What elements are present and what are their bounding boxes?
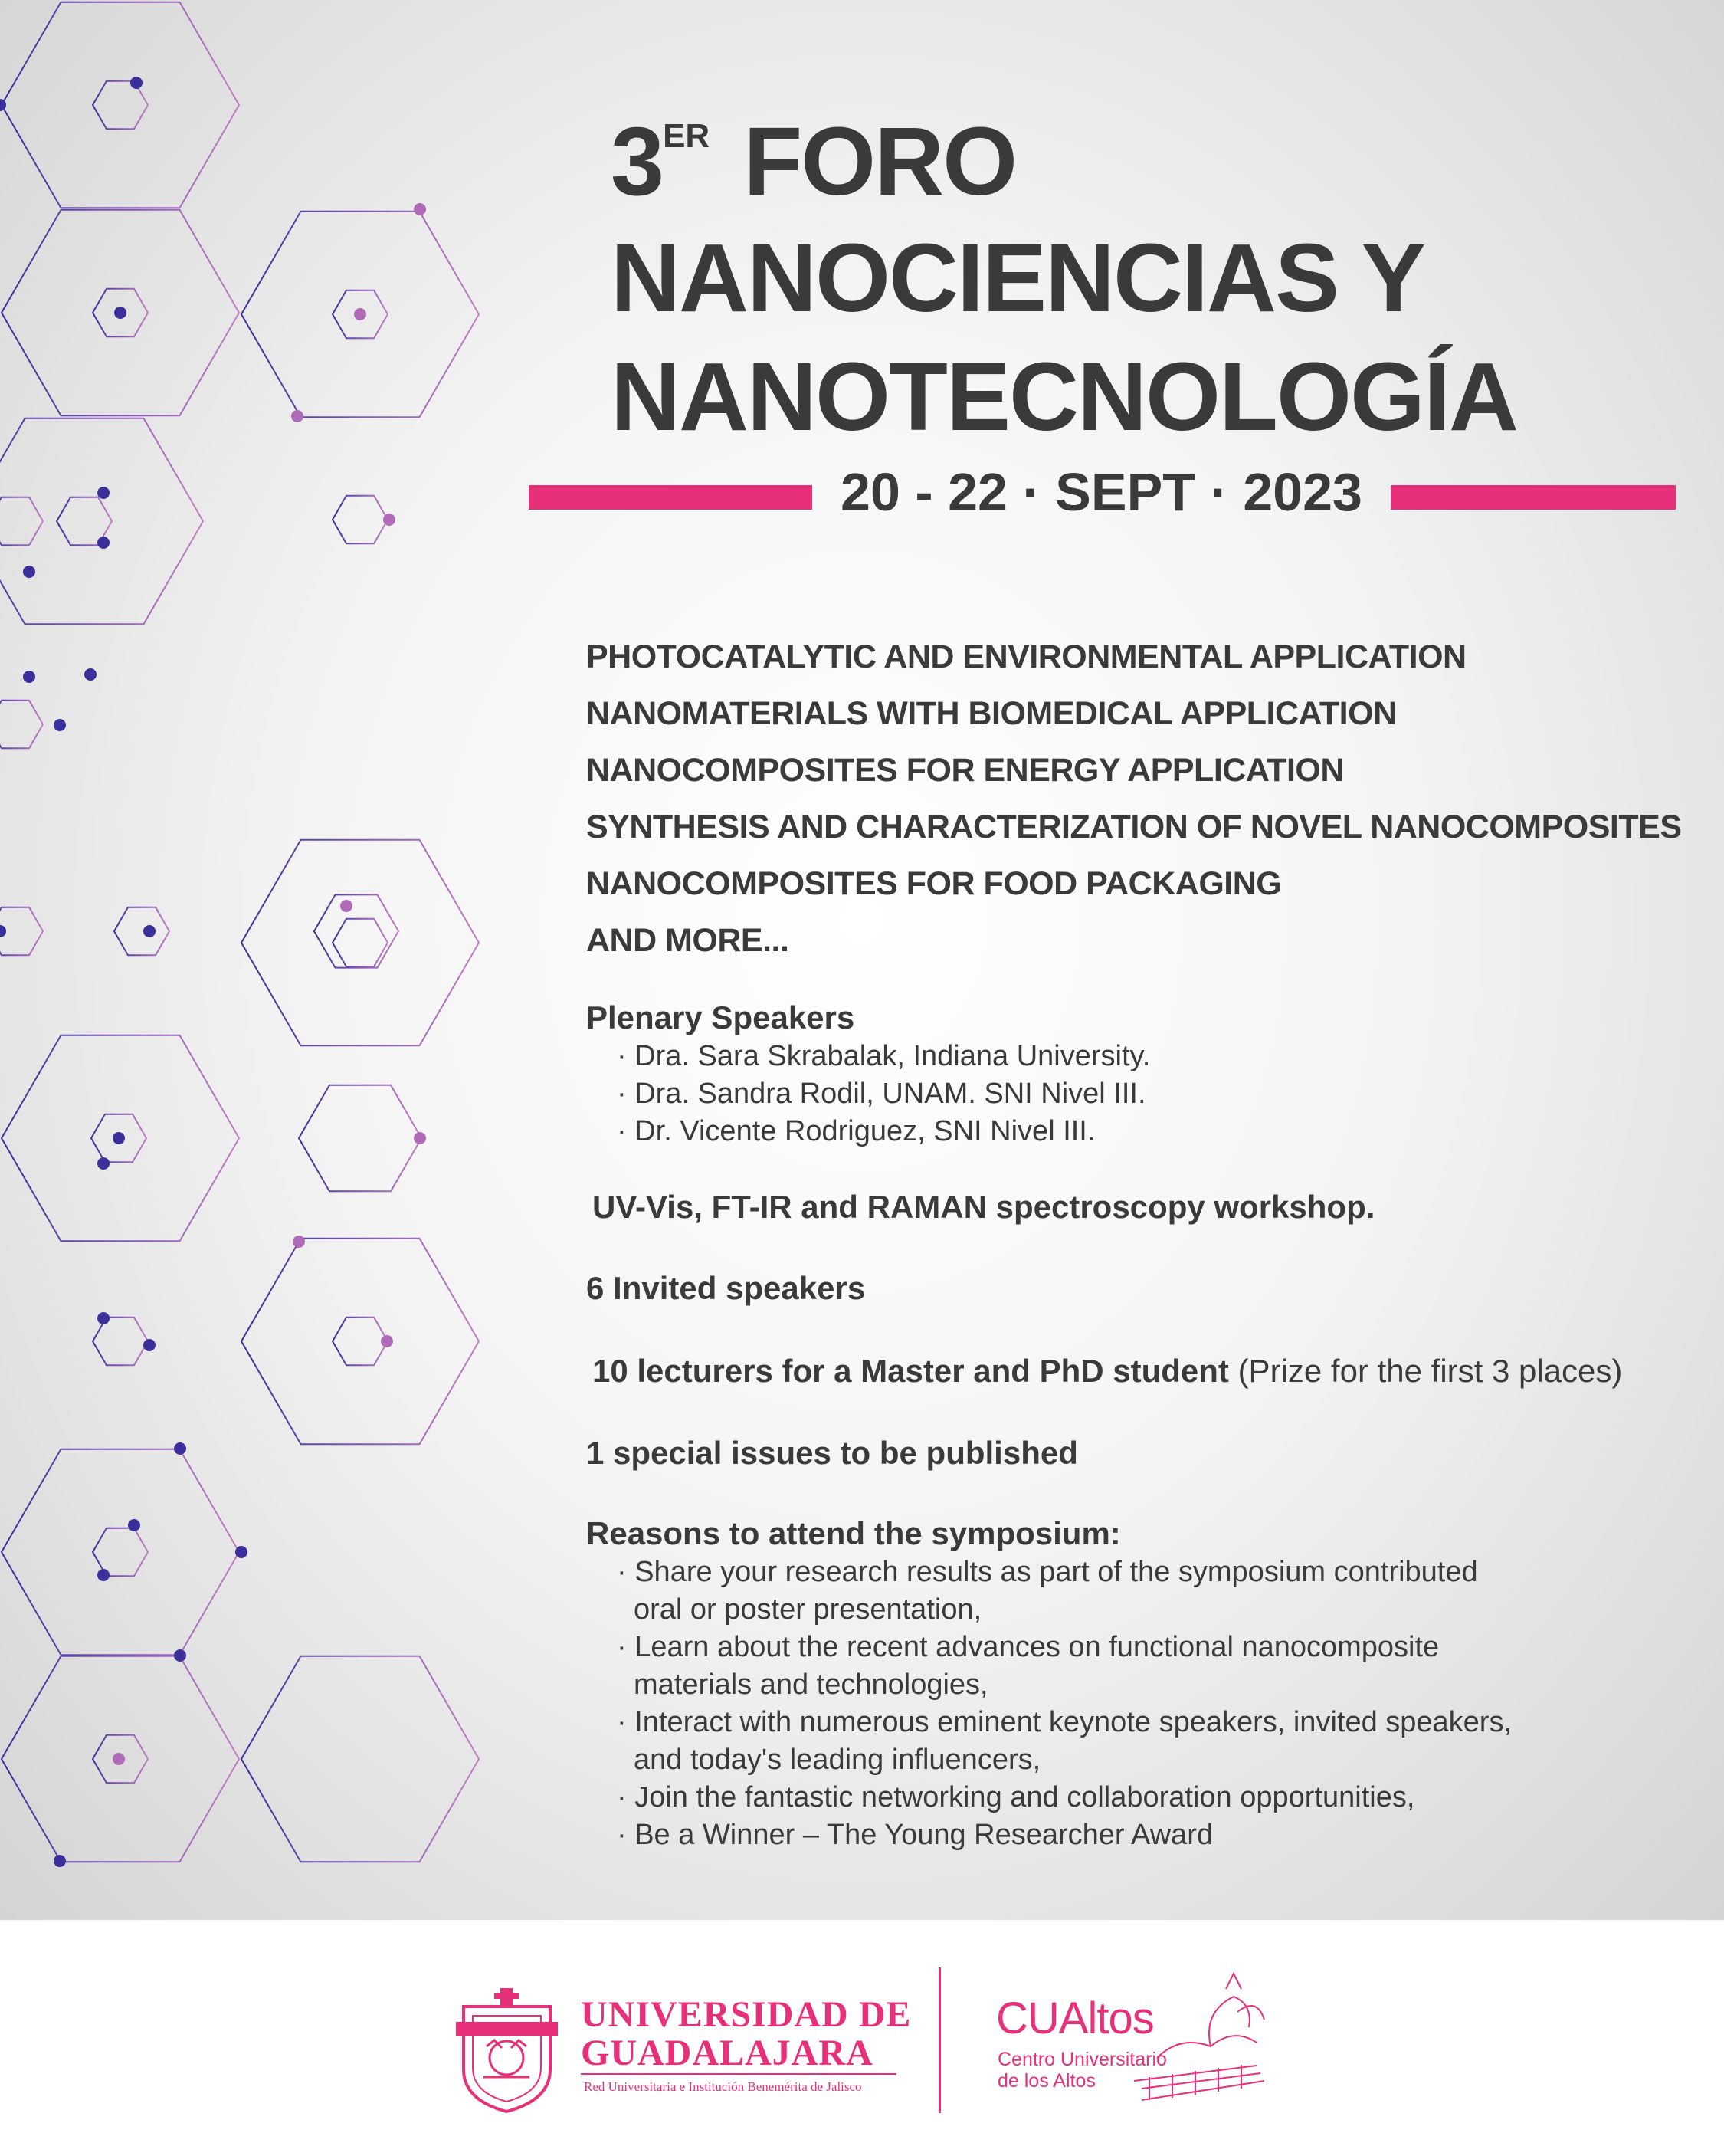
workshop-line: UV-Vis, FT-IR and RAMAN spectroscopy workshop. [592, 1189, 1375, 1225]
topic-item: AND MORE... [586, 922, 789, 959]
footer [0, 1920, 1724, 2156]
hexagon-node-dot [97, 487, 110, 499]
hexagon-node-dot [174, 1442, 186, 1455]
invited-speakers-line: 6 Invited speakers [586, 1270, 866, 1306]
hexagon-shape [241, 1239, 479, 1444]
udg-name-line-1: UNIVERSIDAD DE [581, 1994, 912, 2035]
title-line-2: NANOCIENCIAS Y [611, 224, 1424, 332]
hexagon-shape [114, 907, 169, 955]
topic-item: PHOTOCATALYTIC AND ENVIRONMENTAL APPLICATION [586, 638, 1467, 675]
reason-line: · Join the fantastic networking and collaboration opportunities, [617, 1781, 1415, 1813]
hexagon-node-dot [113, 1753, 125, 1765]
hexagon-node-dot [414, 203, 426, 215]
hexagon-shape [0, 907, 43, 955]
hexagon-shape [333, 496, 388, 543]
hexagon-shape [2, 2, 239, 208]
plenary-speaker: · Dr. Vicente Rodriguez, SNI Nivel III. [617, 1115, 1096, 1147]
hexagon-shape [93, 1318, 148, 1365]
hexagon-node-dot [97, 537, 110, 549]
udg-name-line-2: GUADALAJARA [581, 2033, 873, 2073]
hexagon-node-dot [23, 566, 35, 578]
plenary-heading: Plenary Speakers [586, 999, 855, 1035]
hexagon-pattern-decoration [0, 0, 490, 1920]
cualtos-subtitle-1: Centro Universitario [998, 2049, 1167, 2070]
hexagon-node-dot [235, 1546, 247, 1558]
reason-line: and today's leading influencers, [634, 1744, 1041, 1776]
hexagon-shape [93, 1528, 148, 1576]
date-bar-right [1391, 485, 1676, 510]
hexagon-shape [0, 701, 43, 748]
special-issues-line: 1 special issues to be published [586, 1435, 1078, 1471]
hexagon-node-dot [143, 925, 156, 937]
hexagon-shape [314, 894, 398, 967]
topic-item: SYNTHESIS AND CHARACTERIZATION OF NOVEL NANOCOMPOSITES [586, 809, 1682, 845]
hexagon-node-dot [291, 410, 303, 422]
hexagon-node-dot [97, 1157, 110, 1170]
topic-item: NANOCOMPOSITES FOR FOOD PACKAGING [586, 865, 1282, 902]
hexagon-shape [0, 418, 203, 624]
hexagon-shape [93, 81, 148, 129]
reason-line: · Be a Winner – The Young Researcher Award [617, 1819, 1214, 1851]
lecturers-bold: 10 lecturers for a Master and PhD student [592, 1353, 1229, 1389]
event-date: 20 - 22 · SEPT · 2023 [841, 462, 1362, 522]
reason-line: oral or poster presentation, [634, 1593, 982, 1626]
lecturers-prize: (Prize for the first 3 places) [1228, 1353, 1623, 1389]
udg-seal-logo [456, 1985, 558, 2115]
title-line-1 [611, 107, 1017, 215]
hexagon-shape [241, 840, 479, 1045]
hexagon-node-dot [97, 1569, 110, 1581]
hexagon-shape [2, 1449, 239, 1655]
hexagon-node-dot [293, 1236, 305, 1248]
udg-subtitle: Red Universitaria e Institución Benemérita de Jalisco [584, 2079, 862, 2094]
date-bar-left [529, 485, 812, 510]
hexagon-node-dot [381, 1335, 393, 1347]
hexagon-shape [299, 1085, 421, 1192]
topics-list [586, 628, 1690, 969]
ordinal-suffix: ER [663, 117, 710, 155]
hexagon-node-dot [340, 900, 352, 912]
hexagon-node-dot [114, 307, 126, 319]
hexagon-node-dot [143, 1339, 156, 1351]
hexagon-node-dot [174, 1649, 186, 1662]
hexagon-node-dot [0, 925, 6, 937]
plenary-speaker: · Dra. Sara Skrabalak, Indiana University. [617, 1040, 1151, 1072]
hexagon-node-dot [23, 671, 35, 683]
hexagon-node-dot [97, 1312, 110, 1324]
cualtos-name: CUAltos [996, 1994, 1154, 2043]
content-column [586, 628, 1690, 1854]
hexagon-shape [241, 1656, 479, 1862]
hexagon-node-dot [414, 1132, 426, 1144]
title-foro: FORO [743, 107, 1017, 215]
title-line-3: NANOTECNOLOGÍA [611, 343, 1517, 451]
reason-line: materials and technologies, [634, 1669, 988, 1701]
hexagon-node-dot [383, 514, 395, 526]
lecturers-line [586, 1351, 1690, 1391]
ordinal-number: 3 [611, 107, 664, 215]
hexagon-node-dot [0, 99, 6, 111]
footer-divider [939, 1967, 941, 2113]
hexagon-shape [333, 919, 388, 966]
hexagon-node-dot [354, 308, 366, 320]
hexagon-node-dot [54, 1855, 66, 1867]
cualtos-building-drawing [1119, 1966, 1272, 2112]
reason-line: · Interact with numerous eminent keynote speakers, invited speakers, [617, 1706, 1513, 1738]
hexagon-node-dot [113, 1132, 125, 1144]
topic-item: NANOMATERIALS WITH BIOMEDICAL APPLICATION [586, 695, 1397, 732]
topic-item: NANOCOMPOSITES FOR ENERGY APPLICATION [586, 752, 1344, 789]
plenary-speaker: · Dra. Sandra Rodil, UNAM. SNI Nivel III. [617, 1078, 1146, 1110]
hexagon-shape [0, 497, 43, 545]
hexagon-shape [333, 1318, 388, 1365]
udg-underline [581, 2073, 896, 2075]
hexagon-node-dot [54, 719, 66, 731]
reasons-heading: Reasons to attend the symposium: [586, 1515, 1121, 1551]
hexagon-node-dot [84, 668, 97, 681]
cualtos-subtitle-2: de los Altos [998, 2070, 1096, 2092]
hexagon-node-dot [128, 1519, 140, 1531]
reason-line: · Learn about the recent advances on functional nanocomposite [617, 1631, 1440, 1663]
hexagon-node-dot [130, 77, 143, 89]
reason-line: · Share your research results as part of the symposium contributed [617, 1556, 1478, 1588]
